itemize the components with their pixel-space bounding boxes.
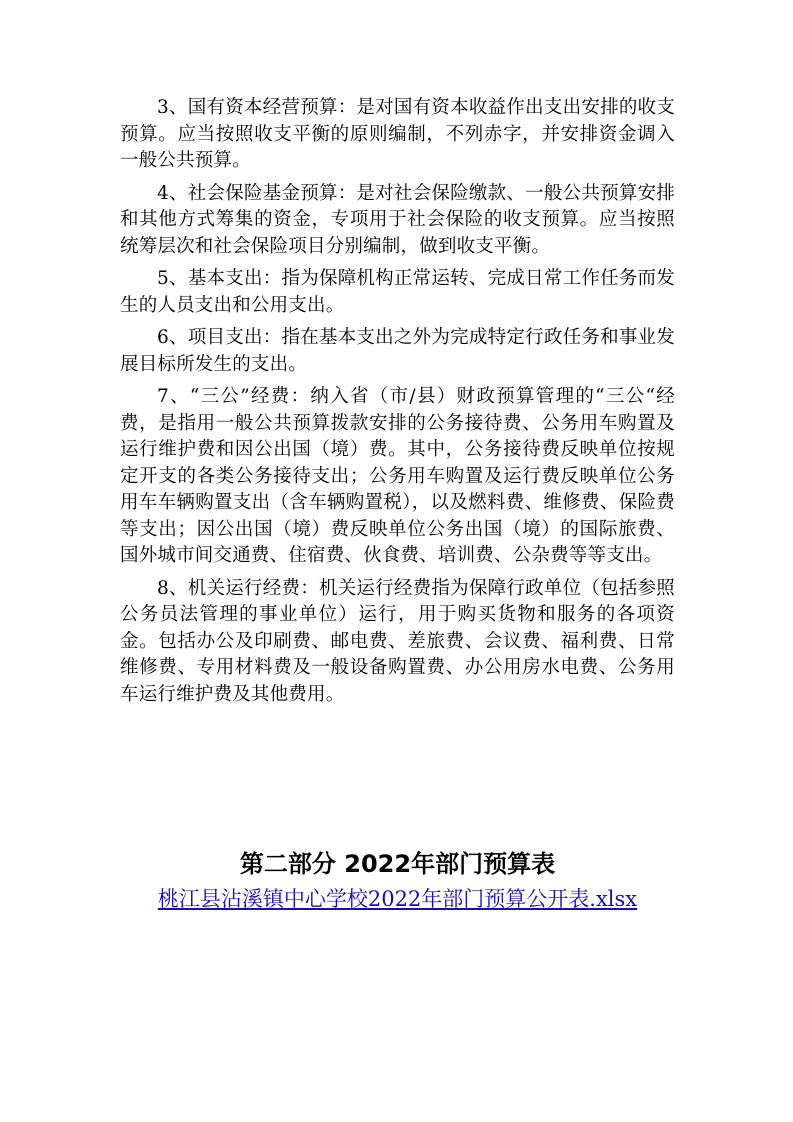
- paragraph-basic-expenditure: 5、基本支出：指为保障机构正常运转、完成日常工作任务而发生的人员支出和公用支出。: [120, 268, 675, 316]
- paragraph-social-insurance-budget: 4、社会保险基金预算：是对社会保险缴款、一般公共预算安排和其他方式筹集的资金，专项用于社会保险的收支预算。应当按照统筹层次和社会保险项目分别编制，做到收支平衡。: [120, 182, 675, 257]
- paragraph-three-public-expenses: 7、“三公”经费：纳入省（市/县）财政预算管理的“三公“经费，是指用一般公共预算拨款安排的公务接待费、公务用车购置及运行维护费和因公出国（境）费。其中，公务接待费反映单位按规定开支的各类公务接待支出；公务用车购置及运行费反映单位公务用车车辆购置支出（含车辆购置税），以及燃料费、维修费、保险费等支出；因公出国（境）费反映单位公务出国（境）的国际旅费、国外城市间交通费、住宿费、伙食费、培训费、公杂费等等支出。: [120, 386, 675, 566]
- paragraph-project-expenditure: 6、项目支出：指在基本支出之外为完成特定行政任务和事业发展目标所发生的支出。: [120, 327, 675, 375]
- section-title: 第二部分 2022年部门预算表: [239, 850, 556, 878]
- document-body: [120, 95, 675, 714]
- paragraph-state-capital-budget: 3、国有资本经营预算：是对国有资本收益作出支出安排的收支预算。应当按照收支平衡的原则编制，不列赤字，并安排资金调入一般公共预算。: [120, 97, 675, 171]
- paragraph-agency-operating-expenses: 8、机关运行经费：机关运行经费指为保障行政单位（包括参照公务员法管理的事业单位）运行，用于购买货物和服务的各项资金。包括办公及印刷费、邮电费、差旅费、会议费、福利费、日常维修费、专用材料费及一般设备购置费、办公用房水电费、公务用车运行维护费及其他费用。: [120, 577, 675, 705]
- budget-spreadsheet-link[interactable]: 桃江县沾溪镇中心学校2022年部门预算公开表.xlsx: [157, 887, 638, 911]
